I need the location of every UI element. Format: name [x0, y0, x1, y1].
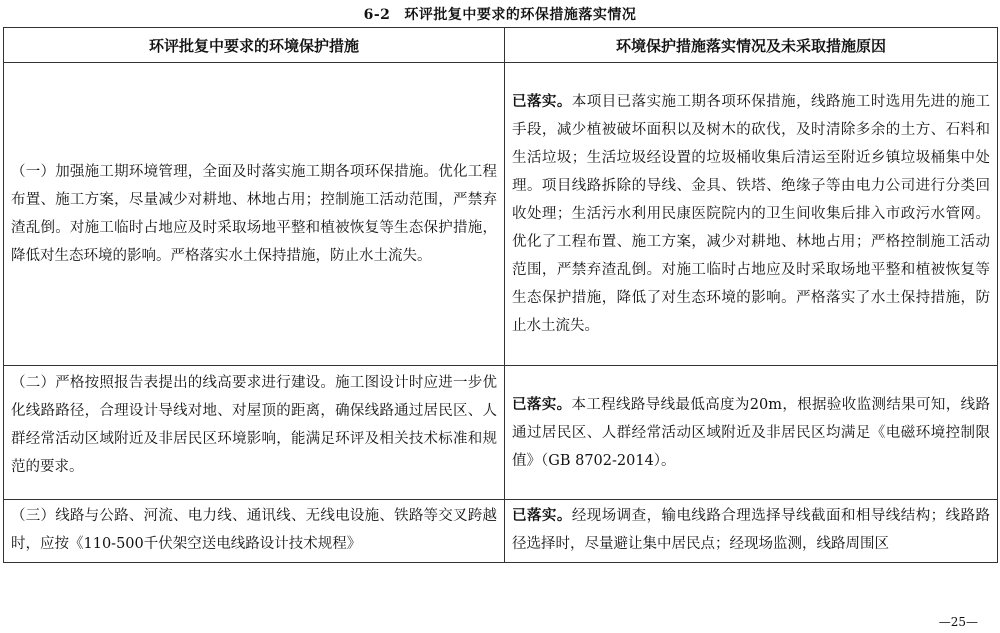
header-requirement: 环评批复中要求的环境保护措施 — [4, 28, 505, 63]
status-label: 已落实。 — [512, 395, 572, 413]
requirement-cell: （三）线路与公路、河流、电力线、通讯线、无线电设施、铁路等交叉跨越时，应按《110-500千伏架空送电线路设计技术规程》 — [4, 500, 505, 563]
status-label: 已落实。 — [512, 507, 572, 524]
table-row — [4, 63, 998, 366]
table-row — [4, 500, 998, 563]
table-caption-title: 环评批复中要求的环保措施落实情况 — [404, 7, 637, 23]
page-number: —25— — [938, 615, 978, 629]
table-caption — [0, 4, 1000, 24]
implementation-detail: 本工程线路导线最低高度为20m，根据验收监测结果可知，线路通过居民区、人群经常活动区域附近及非居民区均满足《电磁环境控制限值》（GB 8702-2014）。 — [512, 396, 991, 469]
table-header-row — [4, 28, 998, 63]
status-label: 已落实。 — [512, 93, 572, 110]
requirement-cell: （二）严格按照报告表提出的线高要求进行建设。施工图设计时应进一步优化线路路径，合理设计导线对地、对屋顶的距离，确保线路通过居民区、人群经常活动区域附近及非居民区环境影响，能满足环评及相关技术标准和规范的要求。 — [4, 366, 505, 500]
implementation-cell — [505, 366, 998, 500]
table-row — [4, 366, 998, 500]
table-caption-number: 6-2 — [363, 7, 391, 23]
implementation-cell — [505, 63, 998, 366]
implementation-detail: 本项目已落实施工期各项环保措施，线路施工时选用先进的施工手段，减少植被破坏面积以及树木的砍伐，及时清除多余的土方、石料和生活垃圾；生活垃圾经设置的垃圾桶收集后清运至附近乡镇垃圾桶集中处理。项目线路拆除的导线、金具、铁塔、绝缘子等由电力公司进行分类回收处理；生活污水利用民康医院院内的卫生间收集后排入市政污水管网。优化了工程布置、施工方案，减少对耕地、林地占用；严格控制施工活动范围，严禁弃渣乱倒。对施工临时占地应及时采取场地平整和植被恢复等生态保护措施，降低了对生态环境的影响。严格落实了水土保持措施，防止水土流失。 — [512, 94, 991, 334]
requirement-cell: （一）加强施工期环境管理，全面及时落实施工期各项环保措施。优化工程布置、施工方案，尽量减少对耕地、林地占用；控制施工活动范围，严禁弃渣乱倒。对施工临时占地应及时采取场地平整和植被恢复等生态保护措施，降低对生态环境的影响。严格落实水土保持措施，防止水土流失。 — [4, 63, 505, 366]
measures-table — [3, 27, 998, 563]
implementation-detail: 经现场调查，输电线路合理选择导线截面和相导线结构；线路路径选择时，尽量避让集中居民点；经现场监测，线路周围区 — [512, 508, 991, 552]
header-implementation: 环境保护措施落实情况及未采取措施原因 — [505, 28, 998, 63]
implementation-cell — [505, 500, 998, 563]
